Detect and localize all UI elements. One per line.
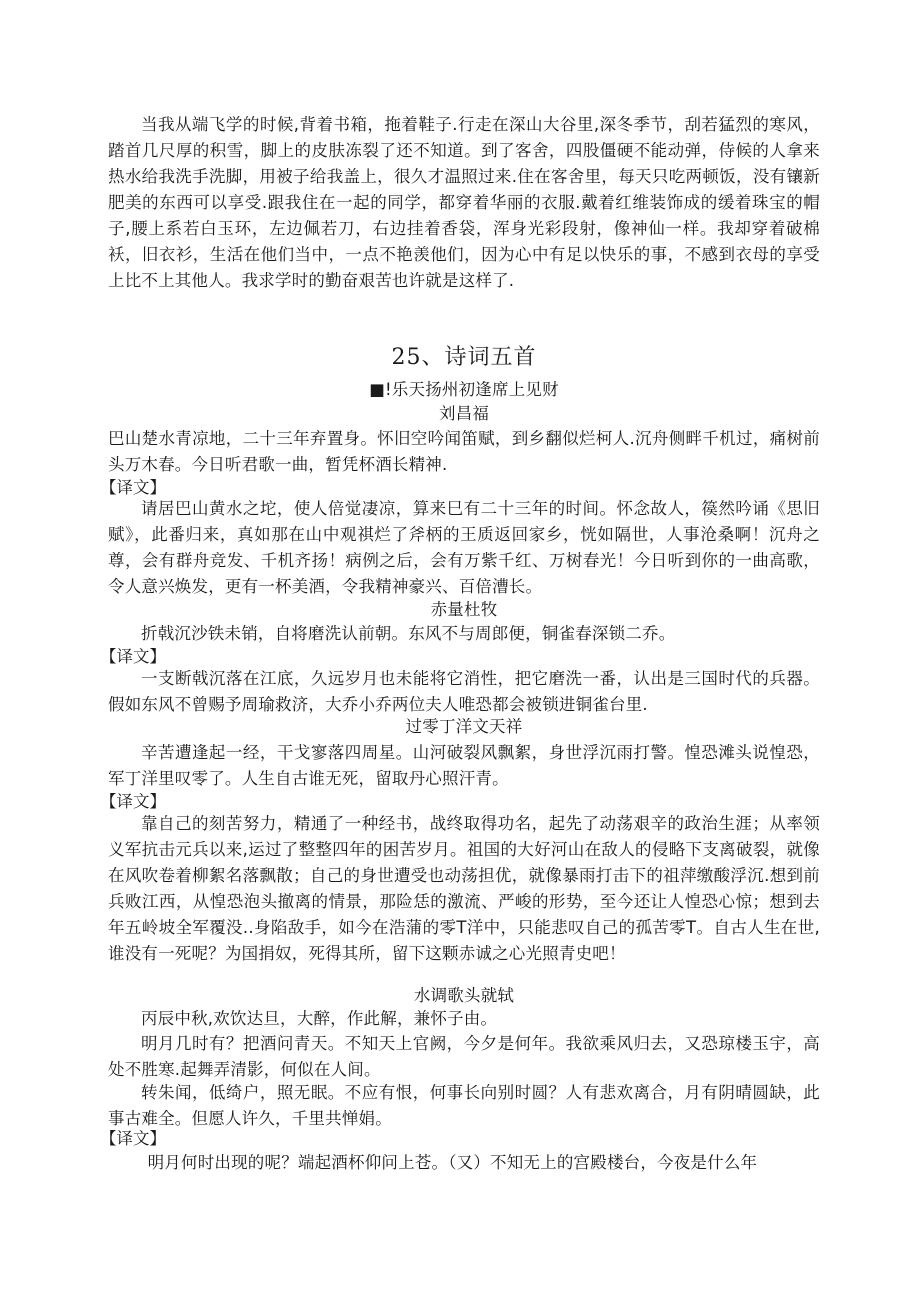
poem-text: 巴山楚水青凉地，二十三年弃置身。怀旧空吟闻笛赋，到乡翻似烂柯人.沉舟侧畔千机过，痛树前头万木春。今日听君歌一曲，暂凭杯酒长精神. <box>108 429 820 474</box>
translation-tag: 【译文】 <box>100 792 166 811</box>
poem-title: ■!乐天扬州初逢席上见财 <box>369 380 559 399</box>
poem-text: 折戟沉沙铁未销，自将磨洗认前朝。东风不与周郎便，铜雀春深锁二乔。 <box>141 624 676 643</box>
translation-tag: 【译文】 <box>100 647 166 666</box>
poem-preface: 丙辰中秋,欢饮达旦，大醉，作此解，兼怀子由。 <box>141 1009 498 1028</box>
poem-author: 刘昌福 <box>438 404 490 423</box>
translation-text: 明月何时出现的呢？端起酒杯仰问上苍。（又）不知无上的宫殿楼台，今夜是什么年 <box>147 1153 758 1172</box>
poem-stanza: 转朱闻，低绮户，照无眠。不应有恨，何事长向别时圆？人有悲欢离合，月有阴晴圆缺，此事古难全。但愿人许久，千里共惮娟。 <box>108 1083 820 1128</box>
poem-stanza: 明月几时有？把酒问青天。不知天上官阙，今夕是何年。我欲乘风归去，又恐琼楼玉宇，高处不胜寒.起舞弄清影，何似在人间。 <box>108 1034 820 1079</box>
poem-title: 赤量杜牧 <box>430 600 498 619</box>
poem-title: 水调歌头就轼 <box>413 986 515 1005</box>
translation-tag: 【译文】 <box>100 478 166 497</box>
translation-text: 一支断戟沉落在江底，久远岁月也未能将它消性，把它磨洗一番，认出是三国时代的兵器。假如东风不曾赐予周瑜救济，大乔小乔两位夫人唯恐都会被锁进铜雀台里. <box>108 669 820 714</box>
section-title: 25、诗词五首 <box>391 345 537 370</box>
translation-tag: 【译文】 <box>100 1129 166 1148</box>
poem-text: 辛苦遭逢起一经，干戈寥落四周星。山河破裂风飘絮，身世浮沉雨打警。惶恐滩头说惶恐，军丁洋里叹零了。人生自古谁无死，留取丹心照汗青。 <box>108 743 820 788</box>
translation-text: 请居巴山黄水之坨，使人倍觉凄凉，算来巳有二十三年的时间。怀念故人，篌然吟诵《思旧赋》，此番归来，真如那在山中观祺烂了斧柄的王质返回家乡，恍如隔世，人事沧桑啊！沉舟之尊，会有群舟竞发、千机齐扬！病例之后，会有万紫千红、万树春光！今日听到你的一曲高歌，令人意兴焕发，更有一杯美酒，令我精神豪兴、百倍漕长。 <box>108 499 820 596</box>
translation-text: 靠自己的刻苦努力，精通了一种经书，战终取得功名，起先了动荡艰辛的政治生涯；从率领义军抗击元兵以来,运过了整整四年的困苦岁月。祖国的大好河山在敌人的侵略下支离破裂，就像在风吹卷着柳絮名落飘散；自己的身世遭受也动荡担优，就像暴雨打击下的祖萍缴酸浮沉.想到前兵败江西，从惶恐泡头撤离的情景，那险恁的激流、严峻的形势，至今还让人惶恐心惊；想到去年五岭坡全军覆没..身陷敌手，如今在浩蒲的零T洋中，只能悲叹自己的孤苦零T。自古人生在世,谁没有一死呢？为国捐奴，死得其所，留下这颗赤诚之心光照青史吧！ <box>108 814 820 963</box>
poem-title: 过零丁洋文天祥 <box>405 717 523 736</box>
intro-paragraph: 当我从端飞学的时候,背着书箱，拖着鞋子.行走在深山大谷里,深冬季节，刮若猛烈的寒风，踏首几尺厚的积雪，脚上的皮肤冻裂了还不知道。到了客舍，四股僵硬不能动弹，侍候的人拿来热水给我洗手洗脚，用被子给我盖上，很久才温照过来.住在客舍里，每天只吃两顿饭，没有镶新肥美的东西可以享受.跟我住在一起的同学，都穿着华丽的衣服.戴着红维装饰成的缓着珠宝的帽子,腰上系若白玉环，左边佩若刀，右边挂着香袋，浑身光彩段射，像神仙一样。我却穿着破棉袄，旧衣衫，生活在他们当中，一点不艳羡他们，因为心中有足以快乐的事，不感到衣母的享受上比不上其他人。我求学时的勤奋艰苦也许就是这样了. <box>108 115 820 290</box>
